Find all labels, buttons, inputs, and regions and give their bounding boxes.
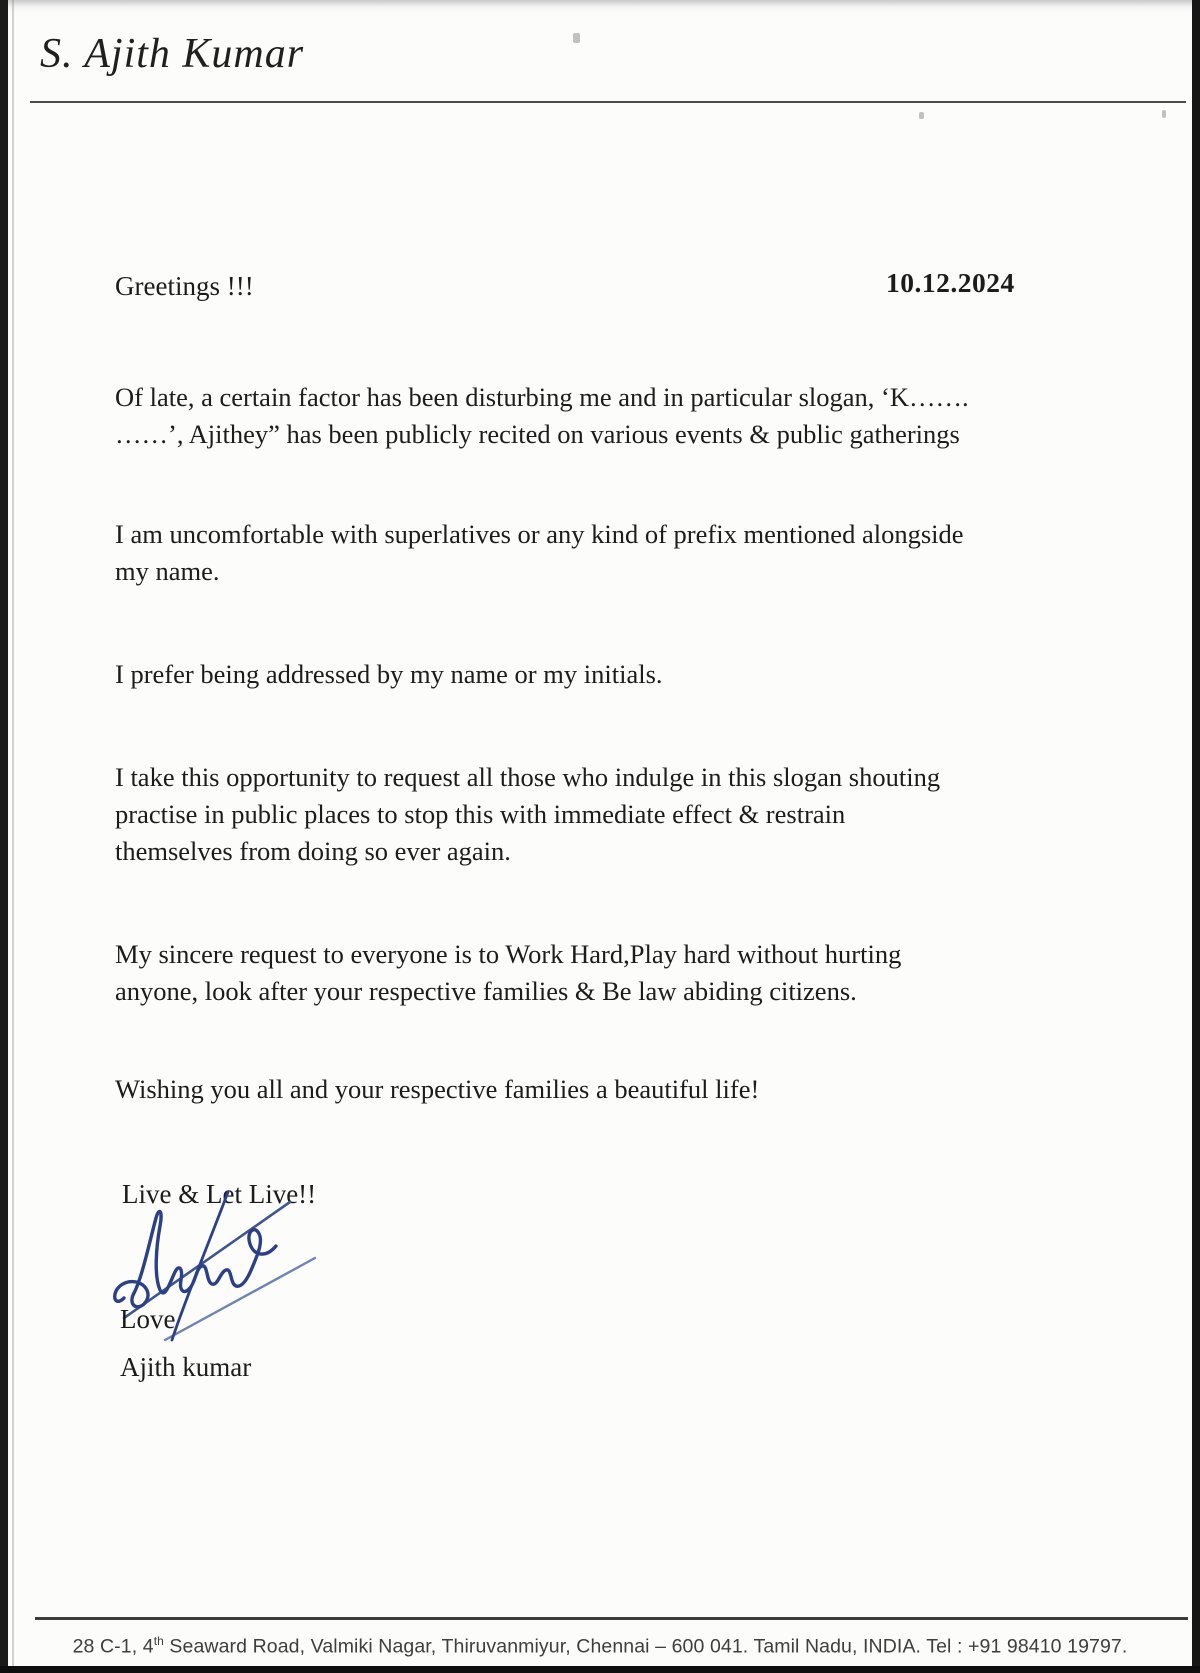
letter-line: my name. — [115, 556, 220, 586]
letter-line: My sincere request to everyone is to Work Hard,Play hard without hurting — [115, 939, 902, 969]
scan-speck — [919, 112, 924, 119]
letter-line: anyone, look after your respective families & Be law abiding citizens. — [115, 976, 857, 1006]
letter-line: practise in public places to stop this with immediate effect & restrain — [115, 799, 846, 829]
valediction-text: Love — [120, 1304, 176, 1334]
paragraph — [115, 516, 964, 590]
scan-speck — [573, 33, 580, 43]
paragraph — [115, 1071, 759, 1108]
letter-line: I am uncomfortable with superlatives or any kind of prefix mentioned alongside — [115, 519, 964, 549]
paragraph — [115, 936, 901, 1010]
closing-tagline: Live & Let Live!! — [122, 1179, 317, 1209]
scan-speck — [1162, 110, 1166, 118]
letter-line: themselves from doing so ever again. — [115, 836, 511, 866]
scan-hairline — [12, 0, 14, 1666]
footer-address-part: Seaward Road, Valmiki Nagar, Thiruvanmiyur, Chennai – 600 041. Tamil Nadu, INDIA. Tel : +91 98410 19797. — [163, 1635, 1128, 1658]
greeting-text: Greetings !!! — [115, 271, 254, 301]
scan-edge-left — [0, 0, 8, 1673]
footer-address-superscript: th — [153, 1634, 164, 1648]
letterhead-rule — [30, 101, 1186, 103]
letter-line: Of late, a certain factor has been disturbing me and in particular slogan, ‘K……. — [115, 382, 969, 412]
paragraph — [115, 759, 940, 870]
paragraph — [115, 656, 663, 693]
footer-address — [0, 1634, 1200, 1659]
letter-line: I prefer being addressed by my name or my initials. — [115, 659, 663, 689]
paragraph — [115, 379, 969, 453]
letter-date: 10.12.2024 — [886, 267, 1015, 298]
footer-rule — [35, 1617, 1188, 1620]
scan-edge-right — [1192, 0, 1200, 1673]
letter-line: Wishing you all and your respective families a beautiful life! — [115, 1074, 760, 1104]
letterhead-name: S. Ajith Kumar — [40, 31, 305, 77]
scan-edge-bottom — [0, 1666, 1200, 1673]
footer-address-part: 28 C-1, 4 — [72, 1635, 154, 1658]
letter-line: I take this opportunity to request all those who indulge in this slogan shouting — [115, 762, 941, 792]
scan-edge-top — [8, 0, 1192, 13]
letter-line: ……’, Ajithey” has been publicly recited on various events & public gatherings — [115, 419, 960, 449]
signatory-name: Ajith kumar — [120, 1352, 252, 1382]
